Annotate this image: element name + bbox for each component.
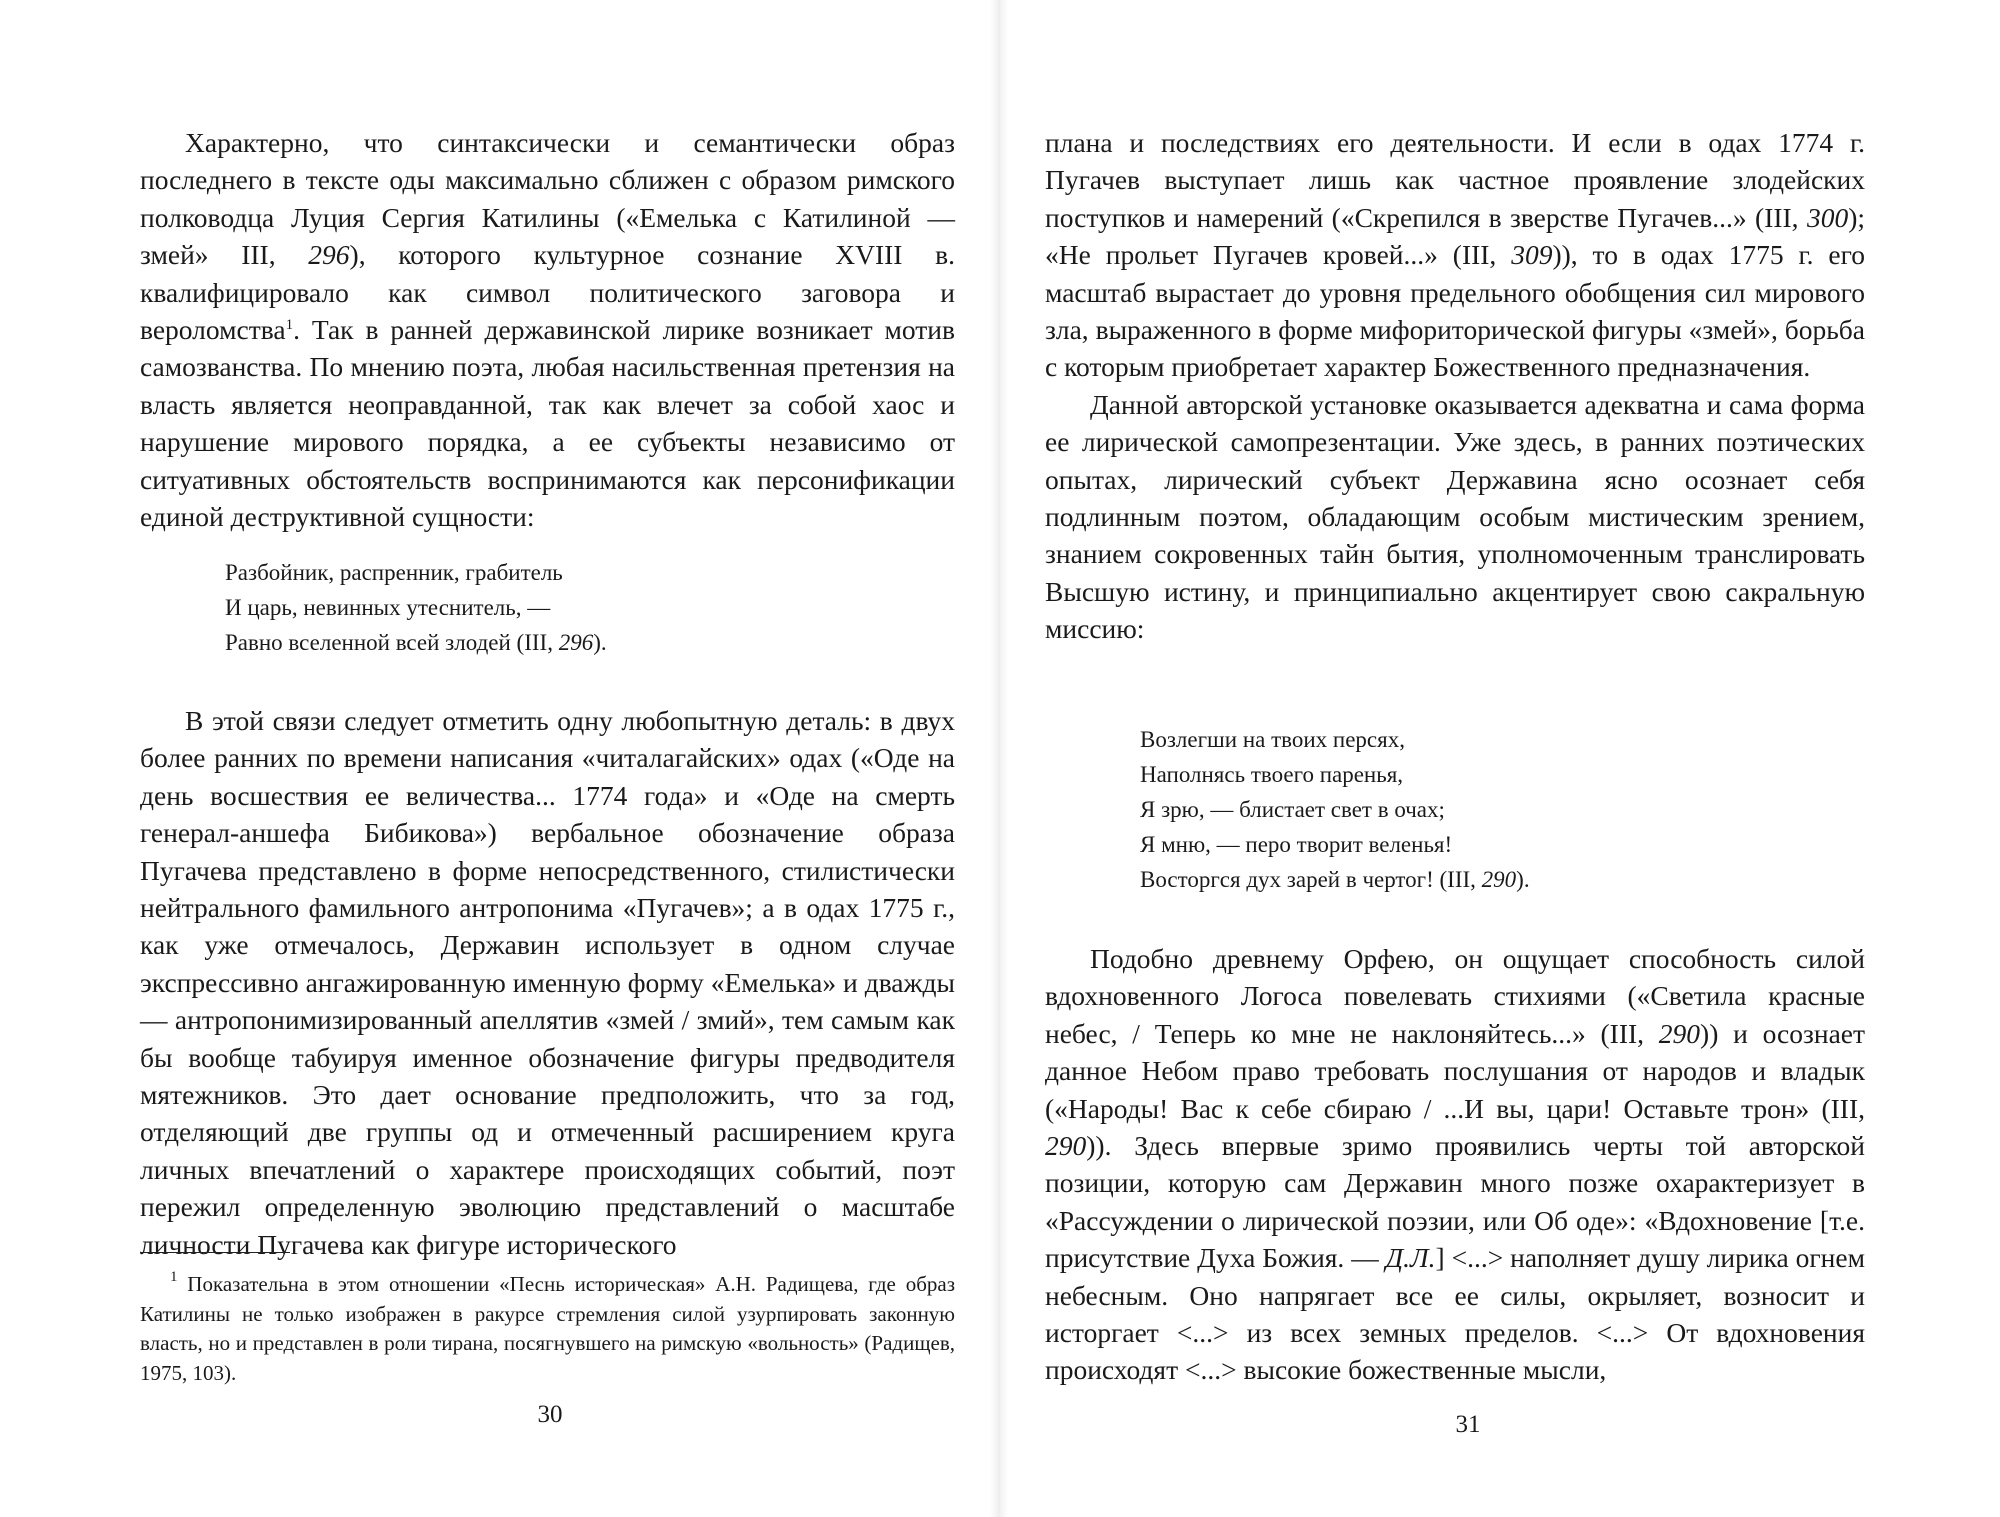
right-paragraph-1-text-c: )), то в одах 1775 г. его масштаб вырастает до уровня предельного обобщения сил мирового зла, выраженного в форме мифориторической фигуры «змей», борьба с которым приобретает характер Божественного предназначения. (1045, 239, 1865, 383)
right-paragraph-1-text-b: ); «Не прольет Пугачев кровей...» (III, (1045, 201, 1865, 271)
right-paragraph-1-italic-ref: 309 (1511, 239, 1553, 271)
verse-line: Я мню, — перо творит веленья! (1140, 832, 1453, 857)
left-paragraph-2-text: В этой связи следует отметить одну любопытную деталь: в двух более ранних по времени написания «читалагайских» одах («Оде на день восшествия ее величества... 1774 года» и «Оде на смерть генерал-аншефа Бибикова») вербальное обозначение образа Пугачева представлено в форме непосредственного, стилистически нейтрального фамильного антропонима «Пугачев»; а в одах 1775 г., как уже отмечалось, Державин использует в одном случае экспрессивно ангажированную именную форму «Емелька» и дважды — антропонимизированный апеллятив «змей / змий», тем самым как бы вообще табуируя именное обозначение фигуры предводителя мятежников. Это дает основание предположить, что за год, отделяющий две группы од и отмеченный расширением круга личных впечатлений о характере происходящих событий, поэт пережил определенную эволюцию представлений о масштабе личности Пугачева как фигуре исторического (140, 705, 955, 1260)
right-paragraph-3-text-a: Подобно древнему Орфею, он ощущает способность силой вдохновенного Логоса повелевать стихиями («Светила красные небес, / Теперь ко мне не наклоняйтесь...» (III, (1045, 943, 1865, 1049)
right-paragraph-3 (1045, 940, 1865, 1389)
right-paragraph-1-text-a: плана и последствиях его деятельности. И если в одах 1774 г. Пугачев выступает лишь как частное проявление злодейских поступков и намерений («Скрепился в зверстве Пугачев...» (III, (1045, 127, 1865, 233)
verse-line: Разбойник, распренник, грабитель (225, 560, 563, 585)
book-gutter (990, 0, 1008, 1517)
verse-line-italic-ref: 296 (558, 630, 594, 655)
left-page (140, 0, 955, 1517)
page-number-right: 31 (1455, 1411, 1481, 1438)
verse-line-italic-ref: 290 (1481, 867, 1517, 892)
verse-line: И царь, невинных утеснитель, — (225, 595, 551, 620)
left-paragraph-2 (140, 702, 955, 1263)
right-page (1045, 0, 1865, 1517)
verse-line: Я зрю, — блистает свет в очах; (1140, 797, 1445, 822)
verse-line: Возлегши на твоих персях, (1140, 727, 1405, 752)
verse-line-text: Восторгся дух зарей в чертог! (III, (1140, 867, 1482, 892)
footnote-1 (140, 1270, 955, 1388)
left-verse-quote (225, 555, 607, 660)
footnote-text: Показательна в этом отношении «Песнь историческая» А.Н. Радищева, где образ Катилины не только изображен в ракурсе стремления силой узурпировать законную власть, но и представлен в роли тирана, посягнувшего на римскую «вольность» (Радищев, 1975, 103). (140, 1272, 955, 1385)
right-paragraph-1-italic-ref: 300 (1806, 201, 1849, 233)
left-paragraph-1-text-b: ), которого культурное сознание XVIII в. квалифицировало как символ политического заговора и вероломства (140, 239, 955, 346)
page-number-left: 30 (537, 1401, 563, 1428)
verse-line-text: ). (593, 630, 607, 655)
footnote-marker: 1 (170, 1269, 178, 1285)
footnote-reference-1: 1 (285, 317, 294, 334)
right-paragraph-3-text-c: )). Здесь впервые зримо проявились черты той авторской позиции, которую сам Державин много позже охарактеризует в «Рассуждении о лирической поэзии, или Об оде»: «Вдохновение [т.е. присутствие Духа Божия. — (1045, 1130, 1865, 1274)
left-paragraph-1-text-a: Характерно, что синтаксически и семантически образ последнего в тексте оды максимально сближен с образом римского полководца Луция Сергия Катилины («Емелька с Катилиной — змей» III, (140, 127, 955, 271)
right-paragraph-3-italic-ref: 290 (1045, 1130, 1087, 1162)
right-paragraph-3-italic-initials: Д.Л. (1385, 1242, 1436, 1274)
right-paragraph-3-italic-ref: 290 (1658, 1017, 1701, 1049)
verse-line (225, 625, 607, 660)
verse-line: Наполнясь твоего паренья, (1140, 762, 1404, 787)
verse-line-text: Равно вселенной всей злодей (III, (225, 630, 559, 655)
verse-line (1140, 862, 1530, 897)
verse-line-text: ). (1516, 867, 1530, 892)
left-paragraph-1 (140, 124, 955, 535)
right-paragraph-2-text: Данной авторской установке оказывается адекватна и сама форма ее лирической самопрезентации. Уже здесь, в ранних поэтических опытах, лирический субъект Державина ясно осознает себя подлинным поэтом, обладающим особым мистическим зрением, знанием сокровенных тайн бытия, уполномоченным транслировать Высшую истину, и принципиально акцентирует свою сакральную миссию: (1045, 388, 1865, 645)
right-paragraph-3-text-b: )) и осознает данное Небом право требовать послушания от народов и владык («Народы! Вас к себе сбираю / ...И вы, цари! Оставьте трон» (III, (1045, 1017, 1866, 1124)
left-paragraph-1-italic-ref: 296 (308, 239, 350, 271)
left-paragraph-1-text-c: . Так в ранней державинской лирике возникает мотив самозванства. По мнению поэта, любая насильственная претензия на власть является неоправданной, так как влечет за собой хаос и нарушение мирового порядка, а ее субъекты независимо от ситуативных обстоятельств воспринимаются как персонификации единой деструктивной сущности: (140, 314, 955, 533)
footnote-separator (140, 1252, 290, 1253)
right-paragraph-1 (1045, 124, 1865, 648)
right-paragraph-3-text-d: ] <...> наполняет душу лирика огнем небесным. Оно напрягает все ее силы, окрыляет, возносит и исторгает <...> из всех земных пределов. <...> От вдохновения происходят <...> высокие божественные мысли, (1045, 1242, 1865, 1386)
right-verse-quote (1140, 722, 1530, 897)
